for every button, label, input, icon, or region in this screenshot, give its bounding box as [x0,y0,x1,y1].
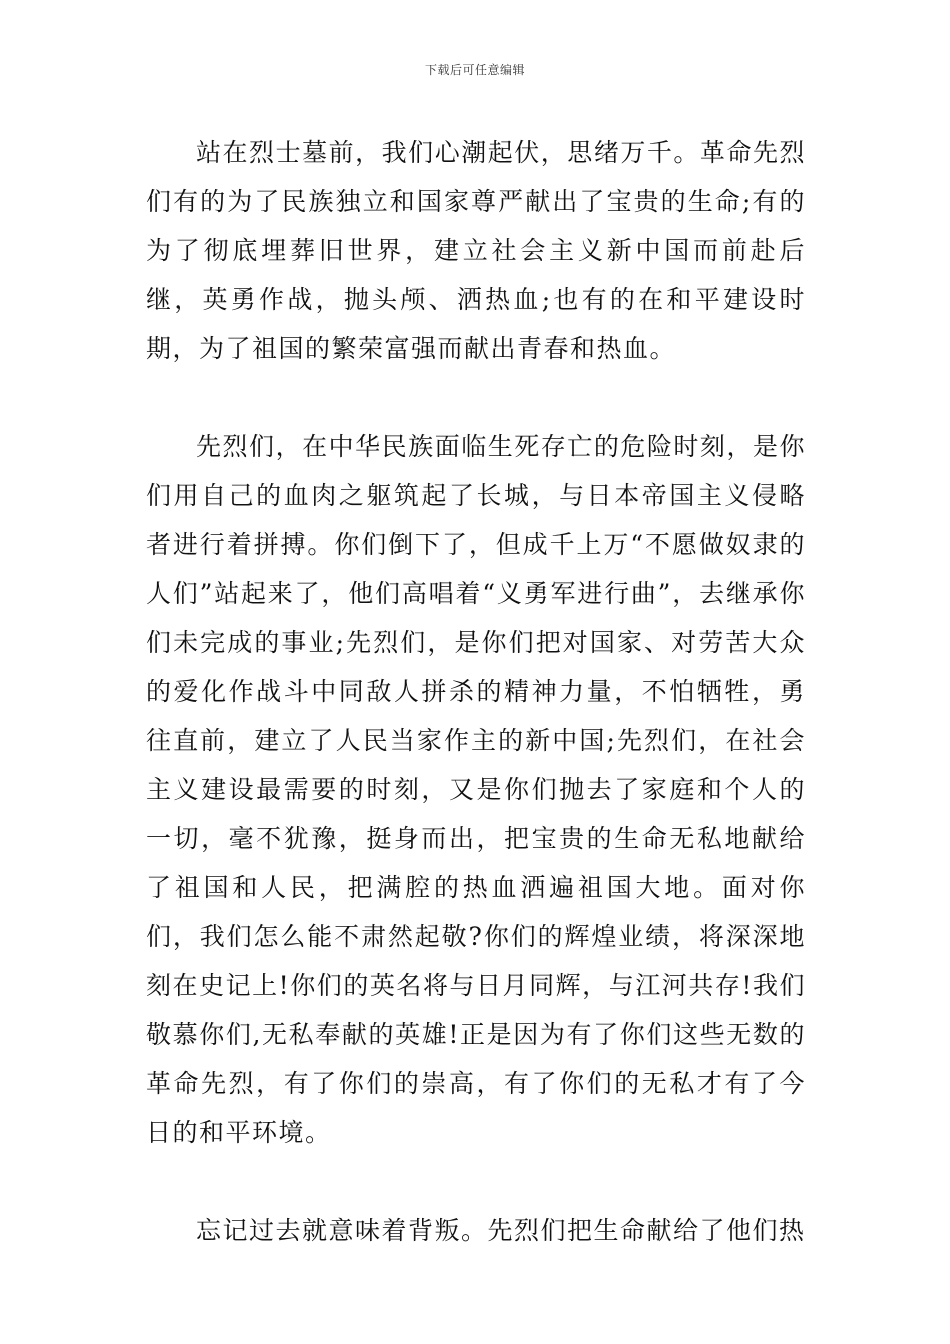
page-header-note: 下载后可任意编辑 [424,63,525,77]
paragraph-3: 忘记过去就意味着背叛。先烈们把生命献给了他们热 [196,1216,806,1245]
document-body [146,128,806,1255]
paragraph-1: 站在烈士墓前，我们心潮起伏，思绪万千。革命先烈们有的为了民族独立和国家尊严献出了宝贵的生命;有的为了彻底埋葬旧世界，建立社会主义新中国而前赴后继，英勇作战，抛头颅、洒热血;也有的在和平建设时期，为了祖国的繁荣富强而献出青春和热血。 [146,138,806,363]
paragraph-2: 先烈们，在中华民族面临生死存亡的危险时刻，是你们用自己的血肉之躯筑起了长城，与日本帝国主义侵略者进行着拼搏。你们倒下了，但成千上万“不愿做奴隶的人们”站起来了，他们高唱着“义勇军进行曲”，去继承你们未完成的事业;先烈们，是你们把对国家、对劳苦大众的爱化作战斗中同敌人拼杀的精神力量，不怕牺牲，勇往直前，建立了人民当家作主的新中国;先烈们，在社会主义建设最需要的时刻，又是你们抛去了家庭和个人的一切，毫不犹豫，挺身而出，把宝贵的生命无私地献给了祖国和人民，把满腔的热血洒遍祖国大地。面对你们，我们怎么能不肃然起敬?你们的辉煌业绩，将深深地刻在史记上!你们的英名将与日月同辉，与江河共存!我们敬慕你们,无私奉献的英雄!正是因为有了你们这些无数的革命先烈，有了你们的崇高，有了你们的无私才有了今日的和平环境。 [146,432,806,1147]
